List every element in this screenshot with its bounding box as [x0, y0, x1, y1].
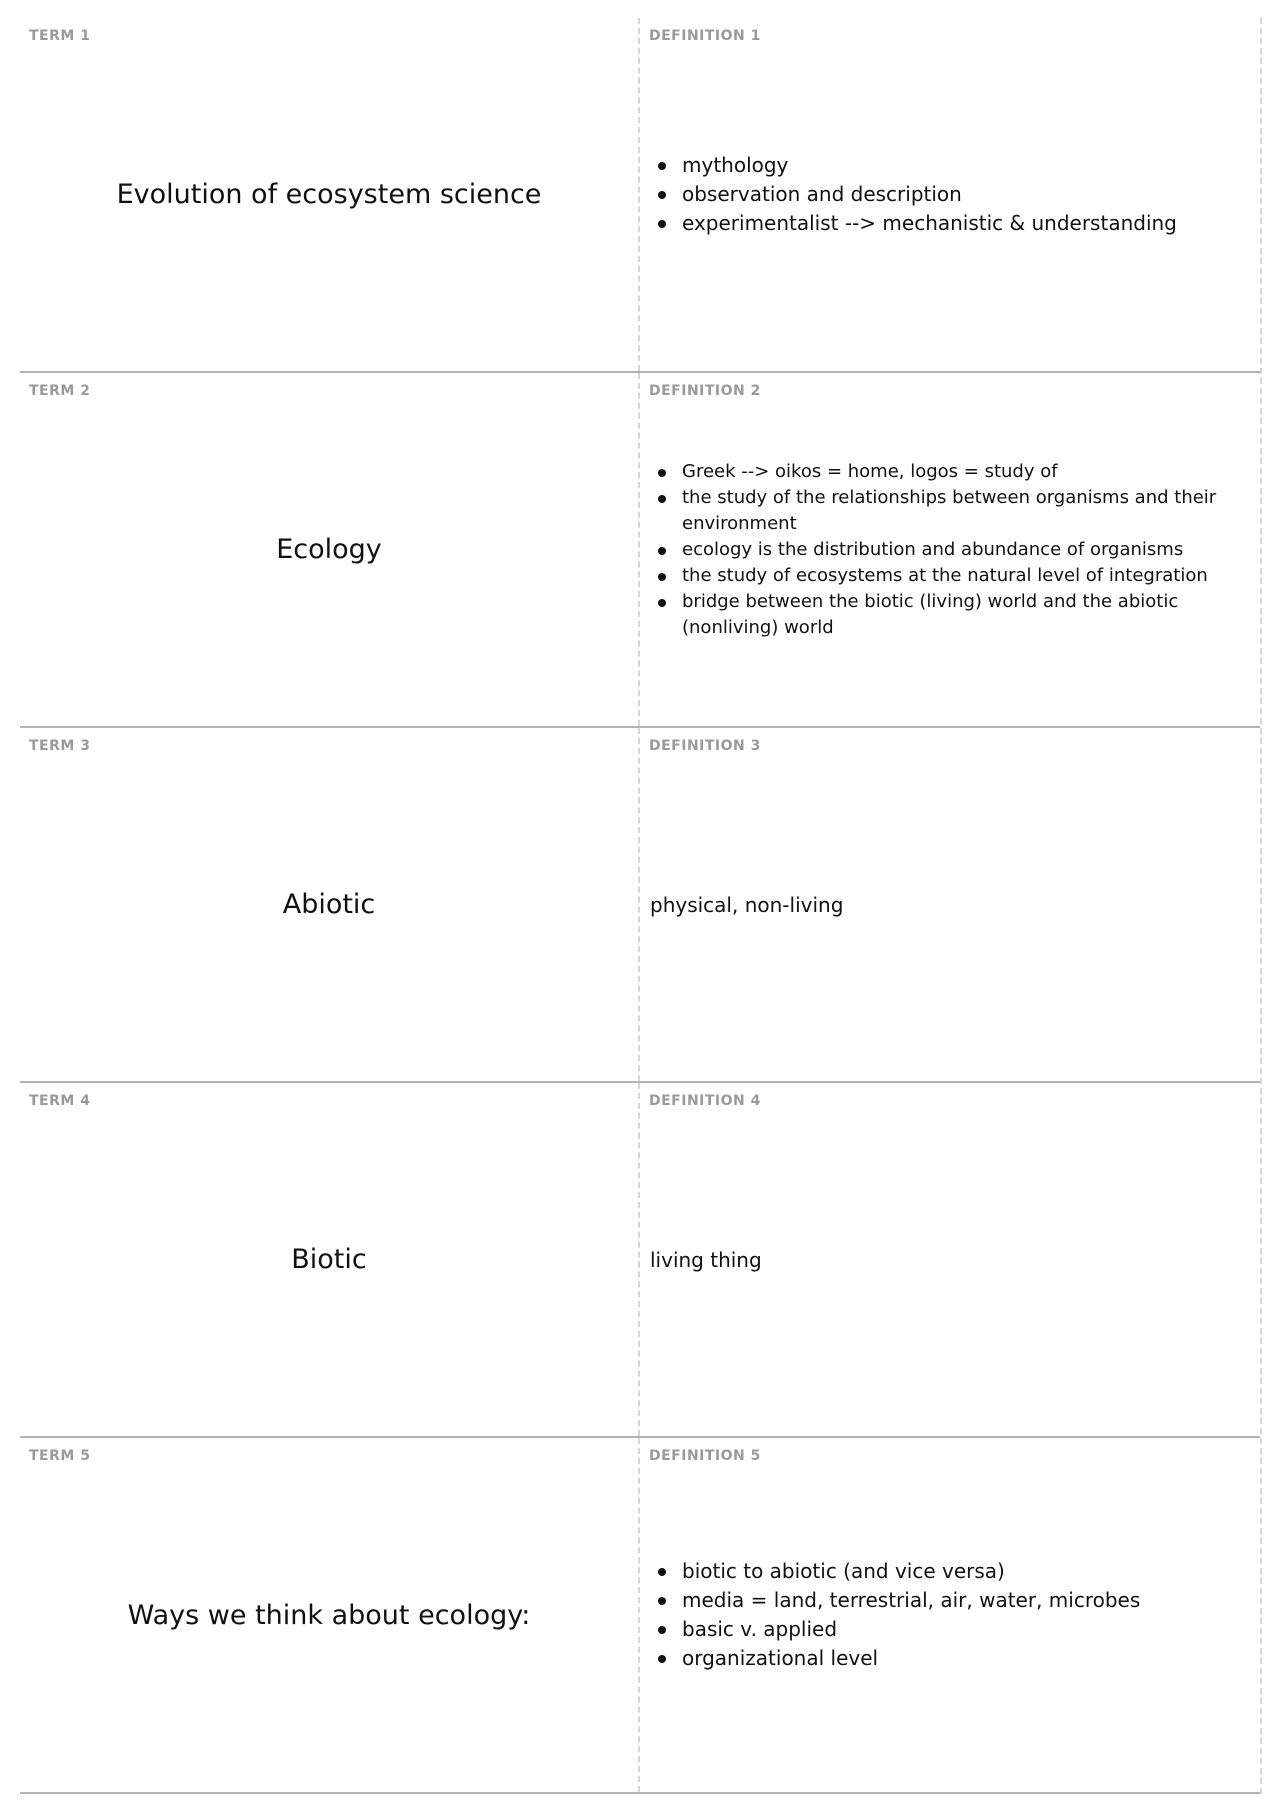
- definition-cell: [640, 373, 1260, 726]
- term-cell: [20, 728, 640, 1081]
- definition-body: [650, 373, 1230, 726]
- term-label: TERM 1: [29, 28, 91, 44]
- term-text: Ways we think about ecology:: [127, 1599, 531, 1631]
- flashcard-row: [20, 1083, 1260, 1438]
- definition-item: the study of the relationships between organisms and their environment: [650, 485, 1230, 537]
- term-cell: [20, 18, 640, 371]
- definition-item: the study of ecosystems at the natural level of integration: [650, 563, 1230, 589]
- term-label: TERM 3: [29, 738, 91, 754]
- definition-body: [650, 1438, 1230, 1792]
- definition-item: experimentalist --> mechanistic & understanding: [650, 209, 1177, 238]
- definition-list: [650, 1557, 1140, 1673]
- definition-item: bridge between the biotic (living) world and the abiotic (nonliving) world: [650, 589, 1230, 641]
- definition-item: mythology: [650, 151, 1177, 180]
- flashcard-row: [20, 1438, 1260, 1794]
- definition-label: DEFINITION 4: [649, 1093, 761, 1109]
- term-label: TERM 2: [29, 383, 91, 399]
- definition-body: [650, 18, 1230, 371]
- term-label: TERM 4: [29, 1093, 91, 1109]
- term-cell: [20, 1083, 640, 1436]
- definition-cell: [640, 1083, 1260, 1436]
- definition-text: physical, non-living: [650, 892, 844, 917]
- definition-label: DEFINITION 3: [649, 738, 761, 754]
- definition-list: [650, 151, 1177, 238]
- definition-item: organizational level: [650, 1644, 1140, 1673]
- definition-cell: [640, 728, 1260, 1081]
- definition-text: living thing: [650, 1247, 762, 1272]
- definition-item: Greek --> oikos = home, logos = study of: [650, 459, 1230, 485]
- definition-item: observation and description: [650, 180, 1177, 209]
- definition-cell: [640, 1438, 1260, 1792]
- flashcard-row: [20, 728, 1260, 1083]
- flashcard-row: [20, 18, 1260, 373]
- term-text: Ecology: [276, 534, 382, 565]
- definition-body: [650, 1083, 1230, 1436]
- definition-label: DEFINITION 1: [649, 28, 761, 44]
- term-text: Abiotic: [282, 889, 376, 920]
- term-text: Biotic: [291, 1244, 367, 1275]
- definition-body: [650, 728, 1230, 1081]
- flashcard-row: [20, 373, 1260, 728]
- definition-item: basic v. applied: [650, 1615, 1140, 1644]
- definition-item: media = land, terrestrial, air, water, microbes: [650, 1586, 1140, 1615]
- definition-label: DEFINITION 2: [649, 383, 761, 399]
- term-cell: [20, 1438, 640, 1792]
- definition-cell: [640, 18, 1260, 371]
- term-cell: [20, 373, 640, 726]
- term-label: TERM 5: [29, 1448, 91, 1464]
- definition-item: biotic to abiotic (and vice versa): [650, 1557, 1140, 1586]
- flashcard-sheet: [20, 18, 1262, 1794]
- definition-item: ecology is the distribution and abundance of organisms: [650, 537, 1230, 563]
- definition-list: [650, 459, 1230, 641]
- definition-label: DEFINITION 5: [649, 1448, 761, 1464]
- term-text: Evolution of ecosystem science: [116, 179, 542, 210]
